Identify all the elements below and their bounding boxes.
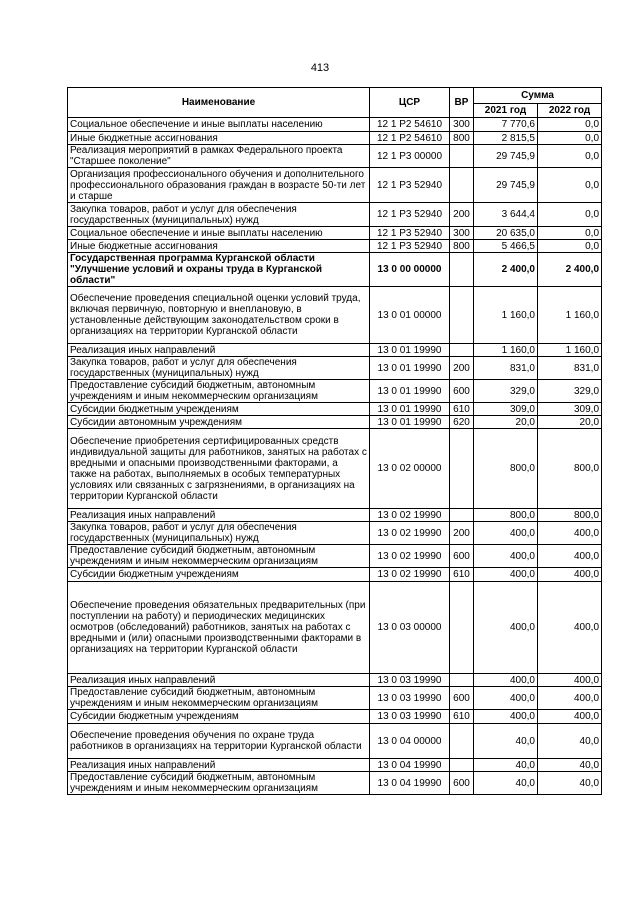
row-sum-2021: 400,0 [474,522,538,545]
row-name: Субсидии бюджетным учреждениям [68,403,370,416]
row-csr: 13 0 02 00000 [370,429,450,509]
row-sum-2022: 0,0 [538,118,602,132]
header-csr: ЦСР [370,88,450,118]
row-vr: 610 [450,710,474,724]
row-sum-2021: 40,0 [474,759,538,772]
row-name: Закупка товаров, работ и услуг для обеспечения государственных (муниципальных) нужд [68,357,370,380]
row-sum-2021: 2 815,5 [474,132,538,145]
row-csr: 13 0 04 19990 [370,759,450,772]
row-sum-2021: 400,0 [474,687,538,710]
row-sum-2022: 400,0 [538,687,602,710]
row-name: Обеспечение проведения специальной оценки условий труда, включая первичную, повторную и внеплановую, в установленные действующим законодательством сроки в организациях на территории Курганской области [68,287,370,344]
row-sum-2022: 0,0 [538,240,602,253]
row-sum-2021: 3 644,4 [474,203,538,227]
row-vr: 800 [450,240,474,253]
row-sum-2021: 800,0 [474,429,538,509]
row-vr: 600 [450,380,474,403]
row-sum-2022: 831,0 [538,357,602,380]
row-sum-2022: 400,0 [538,522,602,545]
row-name: Предоставление субсидий бюджетным, автономным учреждениям и иным некоммерческим организациям [68,687,370,710]
row-name: Предоставление субсидий бюджетным, автономным учреждениям и иным некоммерческим организациям [68,772,370,795]
row-name: Государственная программа Курганской области "Улучшение условий и охраны труда в Курганской области" [68,253,370,287]
row-name: Иные бюджетные ассигнования [68,240,370,253]
row-csr: 13 0 02 19990 [370,545,450,568]
row-csr: 12 1 P3 52940 [370,227,450,240]
table-row [68,168,602,203]
table-row [68,582,602,674]
table-row [68,674,602,687]
table-row [68,357,602,380]
row-sum-2022: 800,0 [538,429,602,509]
row-sum-2022: 800,0 [538,509,602,522]
row-csr: 12 1 P3 52940 [370,168,450,203]
row-name: Субсидии автономным учреждениям [68,416,370,429]
row-sum-2021: 7 770,6 [474,118,538,132]
row-csr: 13 0 01 19990 [370,344,450,357]
row-name: Закупка товаров, работ и услуг для обеспечения государственных (муниципальных) нужд [68,522,370,545]
budget-table [67,87,602,795]
row-sum-2021: 309,0 [474,403,538,416]
row-sum-2022: 40,0 [538,759,602,772]
row-sum-2022: 329,0 [538,380,602,403]
row-vr [450,674,474,687]
row-name: Субсидии бюджетным учреждениям [68,710,370,724]
row-csr: 13 0 03 00000 [370,582,450,674]
row-csr: 12 1 P3 00000 [370,145,450,168]
row-name: Социальное обеспечение и иные выплаты населению [68,227,370,240]
row-sum-2022: 1 160,0 [538,287,602,344]
header-2022: 2022 год [538,104,602,118]
table-row [68,344,602,357]
header-sum: Сумма [474,88,602,104]
row-sum-2021: 20 635,0 [474,227,538,240]
table-row [68,253,602,287]
table-row [68,380,602,403]
row-sum-2022: 400,0 [538,545,602,568]
row-sum-2021: 400,0 [474,545,538,568]
table-row [68,132,602,145]
table-row [68,772,602,795]
table-row [68,203,602,227]
row-sum-2021: 800,0 [474,509,538,522]
row-sum-2021: 400,0 [474,710,538,724]
table-row [68,545,602,568]
table-row [68,509,602,522]
row-csr: 13 0 01 19990 [370,380,450,403]
row-name: Социальное обеспечение и иные выплаты населению [68,118,370,132]
row-name: Иные бюджетные ассигнования [68,132,370,145]
row-sum-2021: 831,0 [474,357,538,380]
row-sum-2022: 400,0 [538,568,602,582]
row-vr [450,509,474,522]
row-sum-2021: 400,0 [474,582,538,674]
row-sum-2022: 0,0 [538,145,602,168]
row-sum-2022: 40,0 [538,724,602,759]
row-vr [450,724,474,759]
row-csr: 13 0 04 00000 [370,724,450,759]
row-vr: 610 [450,568,474,582]
row-vr [450,759,474,772]
row-csr: 13 0 01 00000 [370,287,450,344]
row-sum-2021: 29 745,9 [474,168,538,203]
row-csr: 13 0 01 19990 [370,403,450,416]
row-sum-2021: 329,0 [474,380,538,403]
row-vr [450,145,474,168]
row-name: Обеспечение проведения обязательных предварительных (при поступлении на работу) и периодических медицинских осмотров (обследований) работников, занятых на работах с вредными и (или) опасными производственными факторами в организациях на территории Курганской области [68,582,370,674]
row-vr: 200 [450,357,474,380]
row-sum-2021: 1 160,0 [474,287,538,344]
table-row [68,240,602,253]
table-body [68,118,602,795]
row-sum-2021: 20,0 [474,416,538,429]
row-name: Реализация мероприятий в рамках Федерального проекта "Старшее поколение" [68,145,370,168]
row-sum-2021: 40,0 [474,772,538,795]
row-name: Реализация иных направлений [68,759,370,772]
row-sum-2021: 40,0 [474,724,538,759]
row-sum-2022: 400,0 [538,582,602,674]
row-sum-2022: 20,0 [538,416,602,429]
table-row [68,287,602,344]
row-name: Реализация иных направлений [68,674,370,687]
row-vr: 620 [450,416,474,429]
row-sum-2022: 400,0 [538,674,602,687]
table-row [68,687,602,710]
row-name: Организация профессионального обучения и дополнительного профессионального образования граждан в возрасте 50-ти лет и старше [68,168,370,203]
row-sum-2022: 40,0 [538,772,602,795]
row-vr: 300 [450,227,474,240]
page-number: 413 [310,62,330,74]
row-vr: 600 [450,772,474,795]
row-sum-2021: 400,0 [474,568,538,582]
row-name: Предоставление субсидий бюджетным, автономным учреждениям и иным некоммерческим организациям [68,380,370,403]
table-row [68,416,602,429]
row-name: Реализация иных направлений [68,344,370,357]
row-sum-2021: 29 745,9 [474,145,538,168]
table-row [68,522,602,545]
row-vr: 200 [450,203,474,227]
row-csr: 12 1 P3 52940 [370,240,450,253]
row-sum-2021: 5 466,5 [474,240,538,253]
row-sum-2022: 0,0 [538,168,602,203]
header-vr: ВР [450,88,474,118]
row-vr: 610 [450,403,474,416]
table-row [68,568,602,582]
row-csr: 13 0 02 19990 [370,568,450,582]
row-csr: 13 0 03 19990 [370,687,450,710]
row-name: Закупка товаров, работ и услуг для обеспечения государственных (муниципальных) нужд [68,203,370,227]
row-sum-2021: 400,0 [474,674,538,687]
row-csr: 13 0 02 19990 [370,522,450,545]
row-csr: 13 0 01 19990 [370,416,450,429]
row-vr [450,253,474,287]
row-csr: 12 1 P2 54610 [370,118,450,132]
row-csr: 13 0 03 19990 [370,710,450,724]
row-name: Субсидии бюджетным учреждениям [68,568,370,582]
row-csr: 13 0 02 19990 [370,509,450,522]
row-csr: 13 0 00 00000 [370,253,450,287]
row-sum-2022: 0,0 [538,203,602,227]
row-vr [450,168,474,203]
row-vr: 300 [450,118,474,132]
row-vr [450,287,474,344]
table-row [68,724,602,759]
row-vr: 800 [450,132,474,145]
row-vr: 600 [450,687,474,710]
table-row [68,118,602,132]
row-vr: 200 [450,522,474,545]
table-row [68,429,602,509]
table-row [68,403,602,416]
table-row [68,145,602,168]
row-name: Обеспечение проведения обучения по охране труда работников в организациях на территории Курганской области [68,724,370,759]
table-row [68,710,602,724]
row-csr: 13 0 03 19990 [370,674,450,687]
row-sum-2021: 2 400,0 [474,253,538,287]
table-row [68,227,602,240]
row-vr [450,344,474,357]
row-name: Предоставление субсидий бюджетным, автономным учреждениям и иным некоммерческим организациям [68,545,370,568]
row-name: Обеспечение приобретения сертифицированных средств индивидуальной защиты для работников, занятых на работах с вредными и опасными производственными факторами, а также на работах, выполняемых в особых температурных условиях или связанных с загрязнениями, в организациях на территории Курганской области [68,429,370,509]
row-csr: 13 0 01 19990 [370,357,450,380]
row-csr: 12 1 P2 54610 [370,132,450,145]
table-row [68,759,602,772]
row-sum-2022: 309,0 [538,403,602,416]
row-csr: 12 1 P3 52940 [370,203,450,227]
row-vr [450,582,474,674]
row-sum-2022: 0,0 [538,227,602,240]
row-sum-2022: 1 160,0 [538,344,602,357]
row-name: Реализация иных направлений [68,509,370,522]
header-name: Наименование [68,88,370,118]
row-vr: 600 [450,545,474,568]
row-sum-2022: 400,0 [538,710,602,724]
header-2021: 2021 год [474,104,538,118]
row-vr [450,429,474,509]
row-csr: 13 0 04 19990 [370,772,450,795]
row-sum-2022: 0,0 [538,132,602,145]
row-sum-2022: 2 400,0 [538,253,602,287]
row-sum-2021: 1 160,0 [474,344,538,357]
